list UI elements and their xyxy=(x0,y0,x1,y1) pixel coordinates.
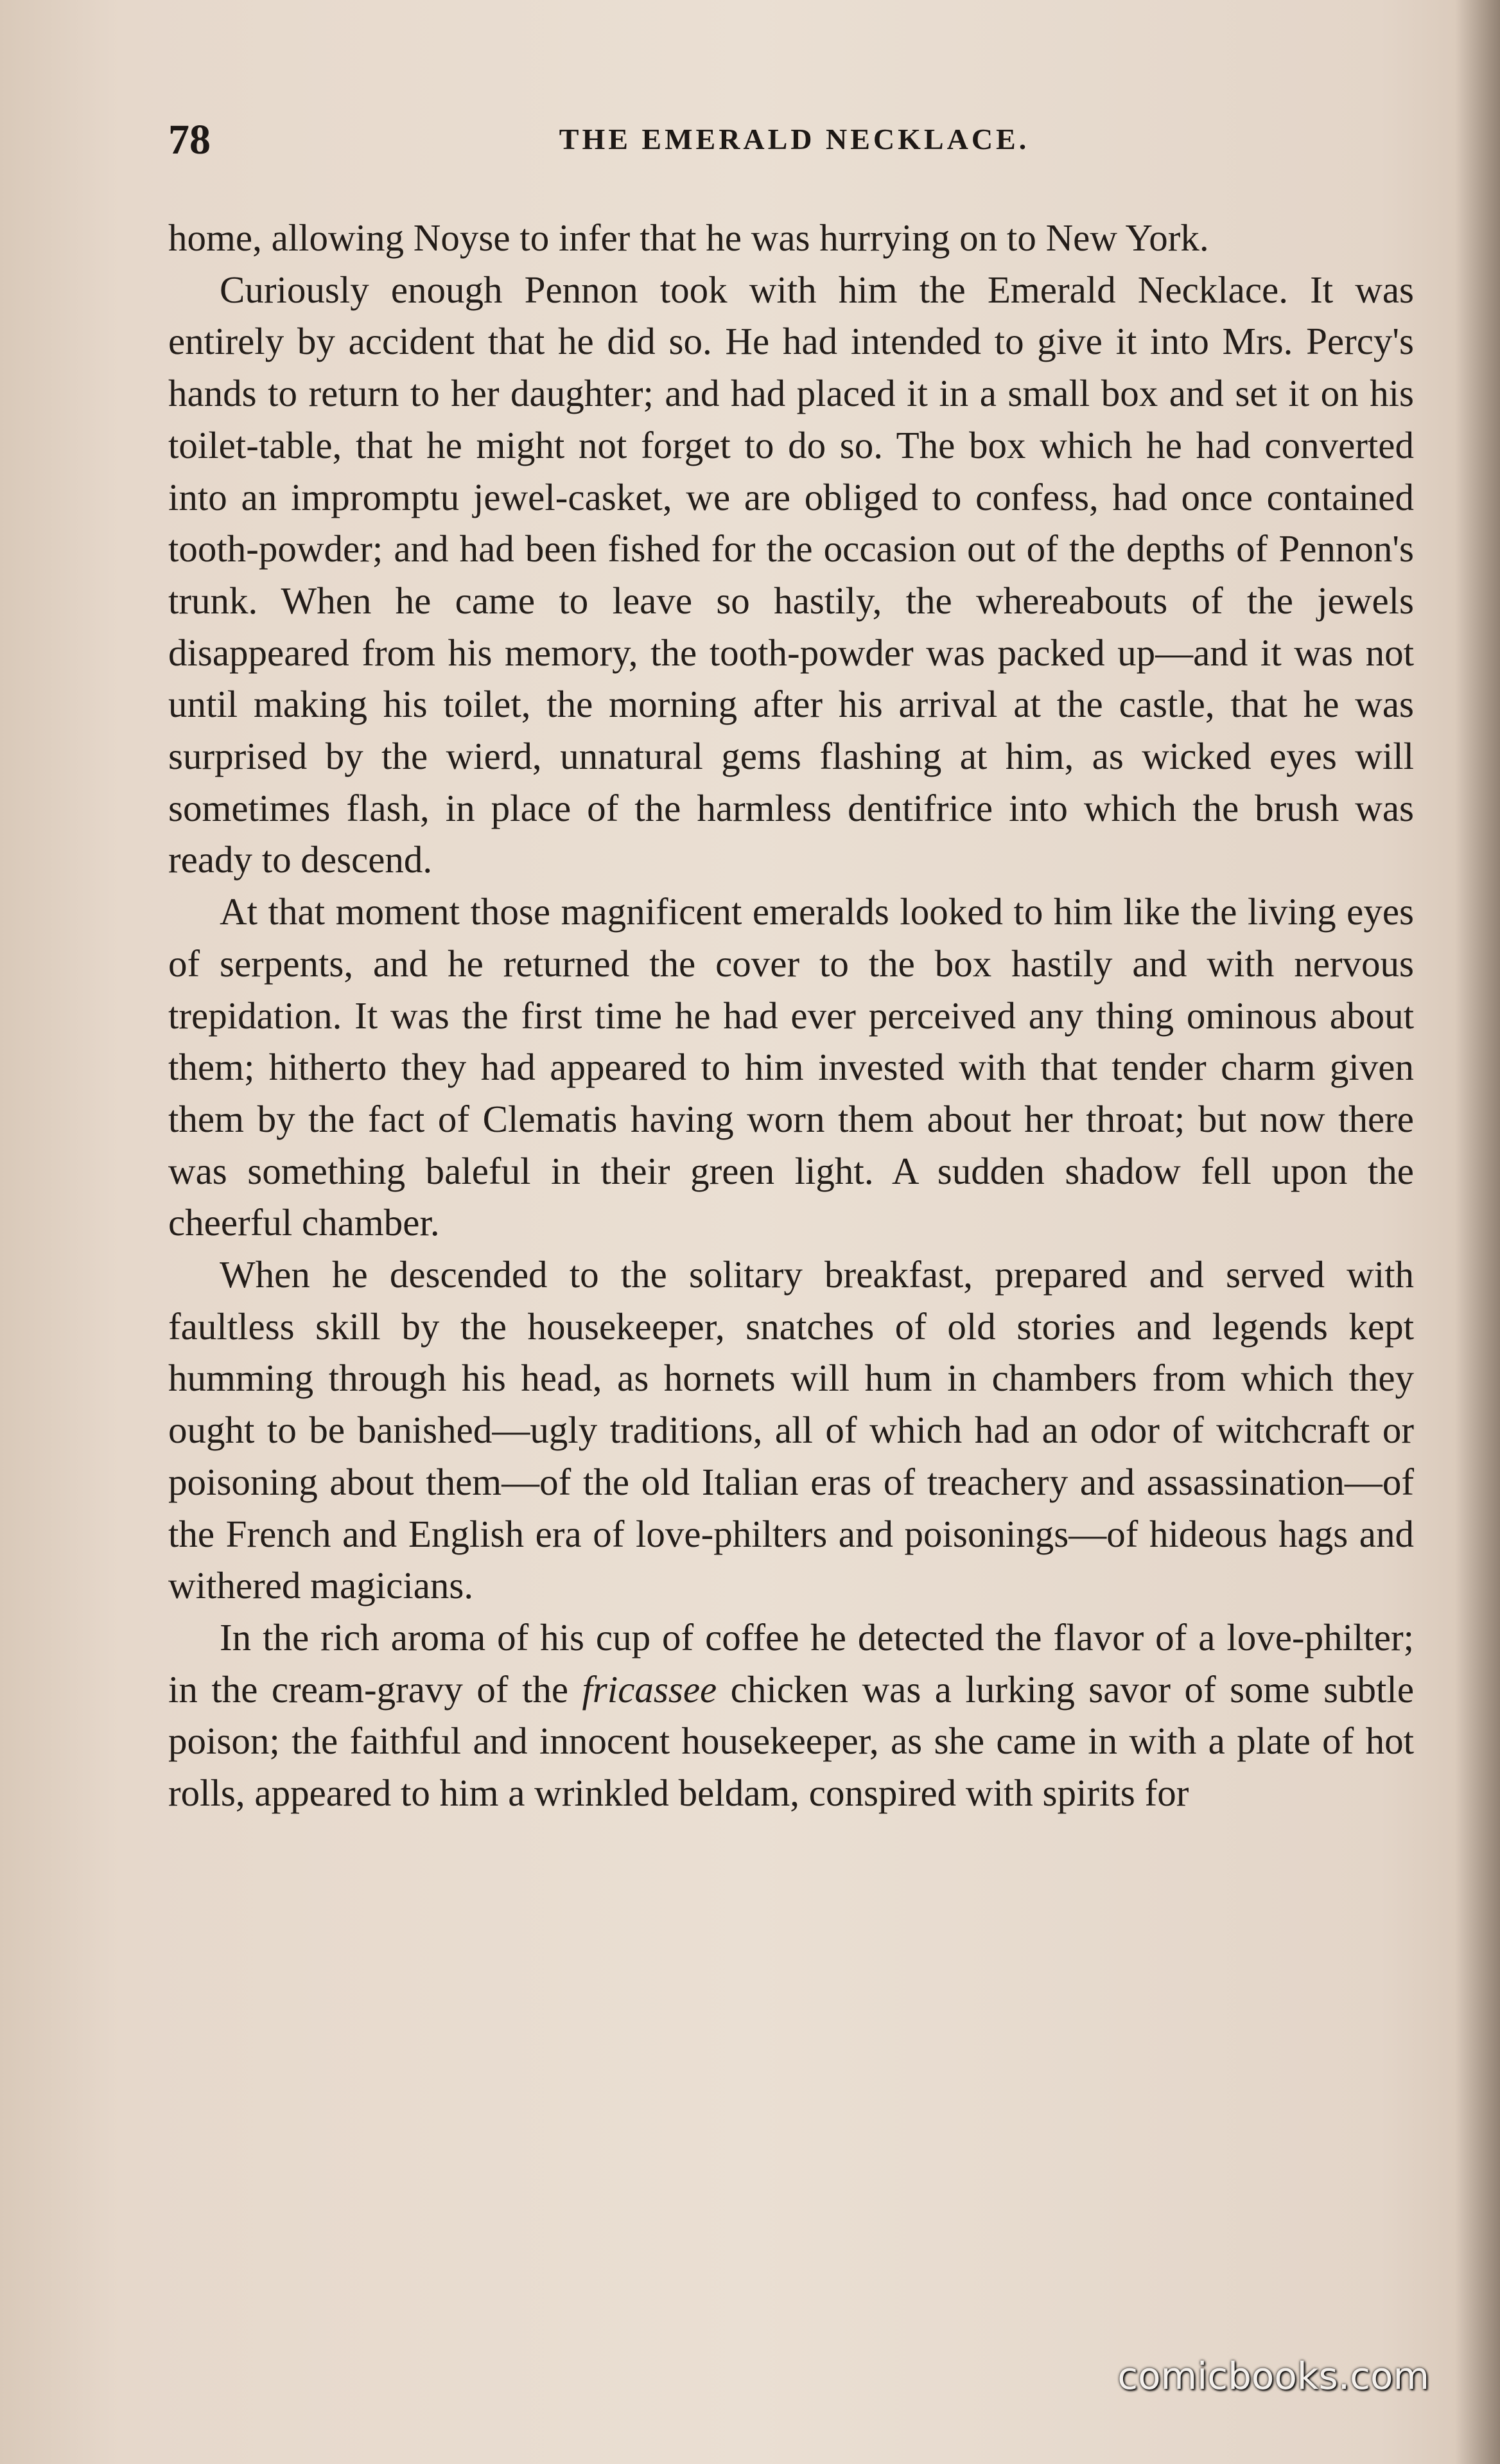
page-header xyxy=(168,116,1420,167)
paragraph-4: When he descended to the solitary breakfast, prepared and served with faultless skill by the housekeeper, snatches of old stories and legends kept humming through his head, as hornets will hum in chambers from which they ought to be banished—ugly traditions, all of which had an odor of witchcraft or poisoning about them—of the old Italian eras of treachery and assassination—of the French and English era of love-philters and poisonings—of hideous hags and withered magicians. xyxy=(168,1253,1414,1607)
paragraph-3: At that moment those magnificent emeralds looked to him like the living eyes of serpents, and he returned the cover to the box hastily and with nervous trepidation. It was the first time he had ever perceived any thing ominous about them; hitherto they had appeared to him invested with that tender charm given them by the fact of Clematis having worn them about her throat; but now there was something baleful in their green light. A sudden shadow fell upon the cheerful chamber. xyxy=(168,890,1414,1244)
italic-word: fricassee xyxy=(582,1668,717,1711)
paragraph-5 xyxy=(168,1612,1414,1819)
paragraph-1: home, allowing Noyse to infer that he was hurrying on to New York. xyxy=(168,216,1209,259)
show-through-text xyxy=(167,61,1419,98)
paragraph-2: Curiously enough Pennon took with him the Emerald Necklace. It was entirely by accident that he did so. He had intended to give it into Mrs. Percy's hands to return to her daughter; and had placed it in a small box and set it on his toilet-table, that he might not forget to do so. The box which he had converted into an impromptu jewel-casket, we are obliged to confess, had once contained tooth-powder; and had been fished for the occasion out of the depths of Pennon's trunk. When he came to leave so hastily, the whereabouts of the jewels disappeared from his memory, the tooth-powder was packed up—and it was not until making his toilet, the morning after his arrival at the castle, that he was surprised by the wierd, unnatural gems flashing at him, as wicked eyes will sometimes flash, in place of the harmless dentifrice into which the brush was ready to descend. xyxy=(168,268,1414,881)
paragraph-5-end: chicken was a lurking savor of some subtle poison; the faithful and innocent housekeeper, as she came in with a plate of hot rolls, appeared to him a wrinkled beldam, conspired with spirits for xyxy=(168,1668,1415,1815)
watermark-text: comicbooks.com xyxy=(1117,2354,1429,2398)
page-number: 78 xyxy=(168,116,211,163)
body-text xyxy=(168,212,1414,1819)
running-head: THE EMERALD NECKLACE. xyxy=(559,123,1030,155)
paragraph-5-start: In the rich aroma of his cup of coffee he detected the flavor of a love-philter; in the cream-gravy of the xyxy=(168,1615,1414,1711)
